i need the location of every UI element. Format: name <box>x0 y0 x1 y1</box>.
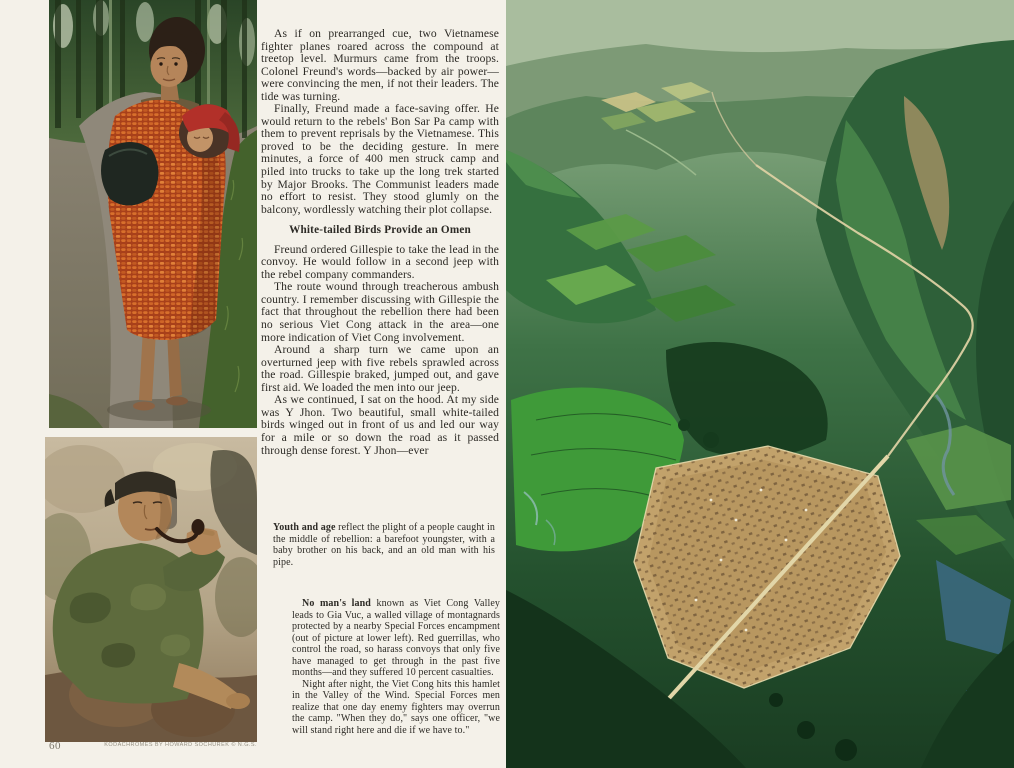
photo-boy-with-baby <box>49 0 257 428</box>
caption-text: reflect the plight of a people caught in the middle of rebellion: a barefoot youngster, with a baby brother on his back, and an old man with his pipe. <box>273 522 495 568</box>
boy-photo-art <box>49 0 257 428</box>
valley-photo-art <box>506 0 1014 768</box>
photo-old-man-pipe <box>45 437 257 742</box>
shadow <box>107 399 211 421</box>
section-heading: White-tailed Birds Provide an Omen <box>289 224 471 237</box>
body-paragraph: Finally, Freund made a face-saving offer. He would return to the rebels' Bon Sar Pa camp with them to prevent reprisals by the Vietnamese. This proved to be the deciding gesture. In mere minutes, a force of 400 men struck camp and piled into trucks to take up the long trek started by Major Brooks. The Communist leaders made no effort to resist. They stood glumly on the balcony, wordlessly watching their plot collapse. <box>261 102 499 216</box>
caption-paragraph: Night after night, the Viet Cong hits this hamlet in the Valley of the Wind. Special Forces men realize that one day enemy fighters may overrun the camp. "When they do," says one officer, "we will stand right here and die if we have to." <box>292 678 500 736</box>
caption-lead: Youth and age <box>273 522 336 533</box>
body-paragraph: Around a sharp turn we came upon an overturned jeep with five rebels sprawled across the road. Gillespie braked, jumped out, and gave first aid. We loaded the men into our jeep. <box>261 343 499 394</box>
photo-aerial-viet-cong-valley <box>506 0 1014 768</box>
body-paragraph: Freund ordered Gillespie to take the lead in the convoy. He would follow in a second jeep with the rebel company commanders. <box>261 242 499 281</box>
body-paragraph: The route wound through treacherous ambush country. I remember discussing with Gillespie the fact that throughout the rebellion there had been no serious Viet Cong attack in the area—one more indication of Viet Cong involvement. <box>261 280 499 344</box>
body-paragraph: As if on prearranged cue, two Vietnamese fighter planes roared across the compound at treetop level. Murmurs came from the troops. Colonel Freund's words—backed by air power—were convincing the men, if not their leaders. The tide was turning. <box>261 27 499 103</box>
caption-text: known as Viet Cong Valley leads to Gia Vuc, a walled village of montagnards protected by a nearby Special Forces encampment (out of picture at lower left). Red guerrillas, who control the road, so harass convoys that only five have managed to get through in the past five months—and they suffered 10 percent casualties. <box>292 598 500 678</box>
caption-no-mans-land <box>292 598 500 736</box>
dark-bag <box>101 142 159 206</box>
caption-lead: No man's land <box>302 598 371 609</box>
caption-paragraph <box>292 598 500 679</box>
text-column <box>261 28 499 768</box>
page-number: 60 <box>49 740 61 752</box>
body-paragraph: As we continued, I sat on the hood. At my side was Y Jhon. Two beautiful, small white-tailed birds winged out in front of us and led our way for a mile or so down the road as it passed through dense forest. Y Jhon—ever <box>261 393 499 457</box>
caption-youth-and-age <box>273 522 495 568</box>
photo-credit: KODACHROMES BY HOWARD SOCHUREK © N.G.S. <box>104 742 257 748</box>
old-man-photo-art <box>45 437 257 742</box>
